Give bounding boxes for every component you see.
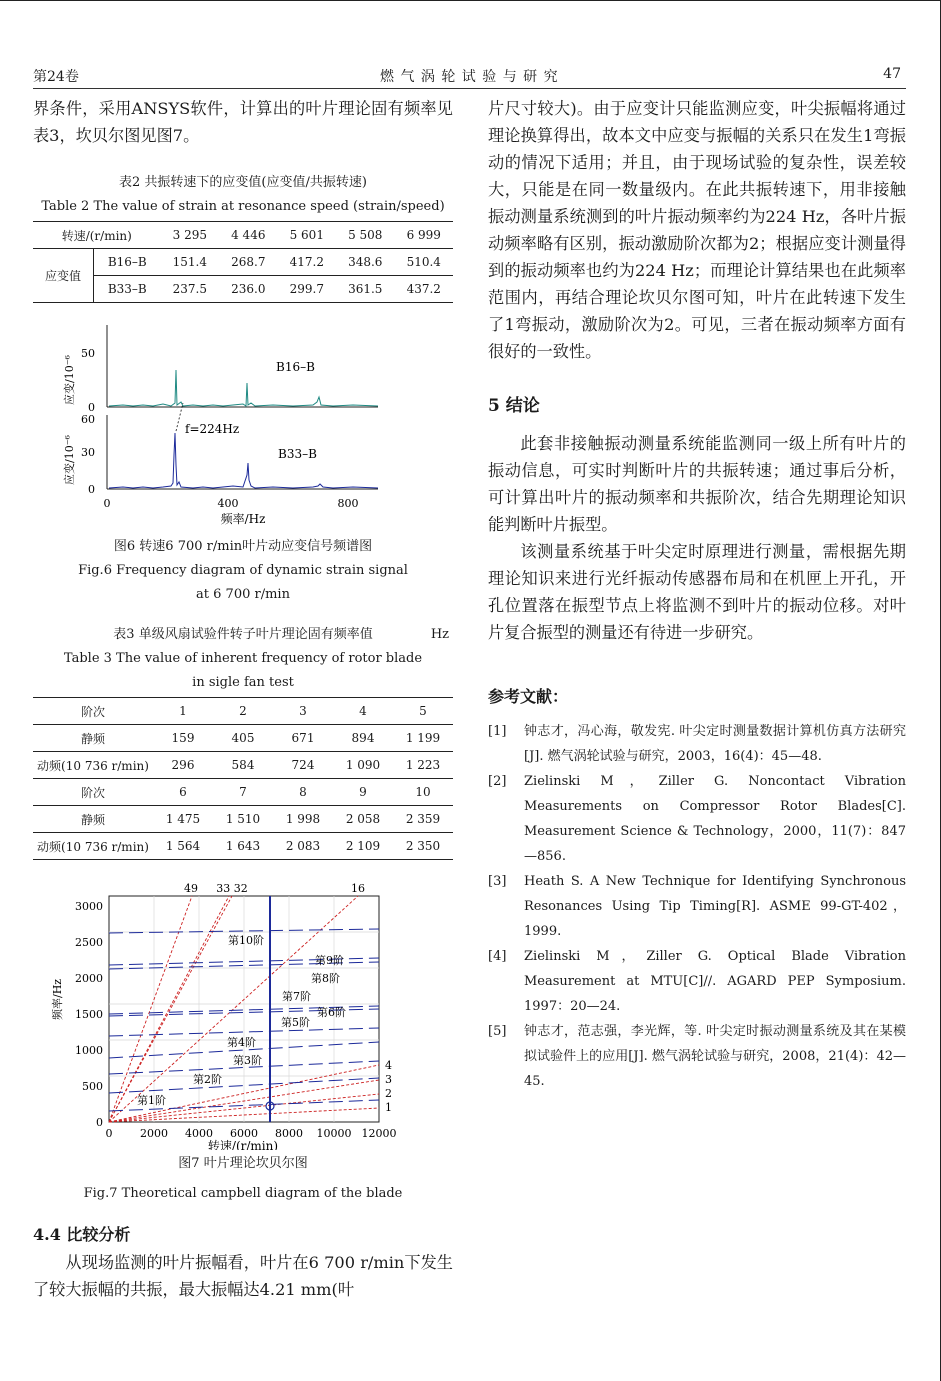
table3-cell: 6 bbox=[179, 785, 187, 799]
table3-cell: 1 643 bbox=[225, 839, 261, 853]
figure6 bbox=[33, 325, 453, 525]
table3-cell: 静频 bbox=[80, 812, 105, 827]
fig6-tick: 30 bbox=[81, 446, 95, 459]
table2-row-name: B33–B bbox=[107, 282, 147, 296]
left-column bbox=[33, 95, 453, 1303]
fig6-caption-en2: at 6 700 r/min bbox=[196, 587, 290, 602]
fig7-mode-label: 第6阶 bbox=[317, 1006, 346, 1019]
table3-grid bbox=[33, 697, 453, 860]
table2-speed: 5 601 bbox=[289, 228, 324, 242]
section-4-4-text: 从现场监测的叶片振幅看，叶片在6 700 r/min下发生了较大振幅的共振，最大振幅达4.21 mm(叶 bbox=[33, 1253, 453, 1299]
table3-cell: 405 bbox=[231, 731, 255, 745]
table3-cell: 2 350 bbox=[405, 839, 441, 853]
fig7-order-label: 4 bbox=[385, 1059, 392, 1072]
table2-cell: 268.7 bbox=[231, 255, 266, 269]
fig7-xtick: 8000 bbox=[275, 1127, 303, 1140]
table2-grid bbox=[33, 221, 453, 303]
fig7-mode-label: 第1阶 bbox=[137, 1094, 166, 1107]
fig7-caption-cn: 图7 叶片理论坎贝尔图 bbox=[178, 1156, 308, 1171]
table3-cell: 1 564 bbox=[165, 839, 201, 853]
table3-cell: 4 bbox=[359, 704, 367, 718]
fig6-spectrum bbox=[33, 325, 453, 525]
table2-caption-en: Table 2 The value of strain at resonance speed (strain/speed) bbox=[41, 199, 445, 214]
fig7-xtick: 2000 bbox=[140, 1127, 168, 1140]
table3-caption-en1: Table 3 The value of inherent frequency of rotor blade bbox=[63, 651, 423, 666]
fig7-mode-label: 第5阶 bbox=[281, 1016, 310, 1029]
page-number: 47 bbox=[883, 66, 901, 82]
fig7-yticks bbox=[75, 900, 103, 1129]
fig7-order-label: 2 bbox=[385, 1087, 392, 1100]
fig6-xtick: 400 bbox=[217, 497, 239, 510]
table3-cell: 9 bbox=[359, 785, 367, 799]
table3-cell: 2 bbox=[239, 704, 247, 718]
fig6-xtick: 0 bbox=[103, 497, 111, 510]
page-border-top bbox=[0, 0, 941, 1]
table3-cell: 2 083 bbox=[285, 839, 321, 853]
reference-item bbox=[488, 769, 906, 869]
table3-cell: 1 223 bbox=[405, 758, 441, 772]
reference-text: 钟志才，冯心海，敬发宪. 叶尖定时测量数据计算机仿真方法研究[J]. 燃气涡轮试验与研究，2003，16(4)：45—48. bbox=[524, 724, 906, 764]
fig6-tick: 0 bbox=[88, 483, 95, 496]
reference-list bbox=[488, 719, 906, 1094]
reference-number: [5] bbox=[488, 1024, 507, 1039]
table2-cell: 299.7 bbox=[289, 282, 324, 296]
fig7-order-label: 1 bbox=[385, 1101, 392, 1114]
table3-cell: 2 058 bbox=[345, 812, 381, 826]
fig6-label-top: B16–B bbox=[276, 360, 315, 374]
table2-speed: 6 999 bbox=[406, 228, 441, 242]
fig7-xtick: 6000 bbox=[230, 1127, 258, 1140]
table2-row-group: 应变值 bbox=[33, 249, 94, 303]
fig7-ytick: 3000 bbox=[75, 900, 103, 913]
fig6-xtick: 800 bbox=[337, 497, 359, 510]
fig7-mode-label: 第7阶 bbox=[282, 990, 311, 1003]
fig7-ytick: 2500 bbox=[75, 936, 103, 949]
fig7-order-label: 49 bbox=[184, 882, 198, 895]
table3-cell: 584 bbox=[231, 758, 255, 772]
fig7-order-label: 16 bbox=[351, 882, 365, 895]
reference-number: [1] bbox=[488, 724, 507, 739]
conclusion-para-2: 该测量系统基于叶尖定时原理进行测量，需根据先期理论知识来进行光纤振动传感器布局和在机匣上开孔，开孔位置落在振型节点上将监测不到叶片的振动位移。对叶片复合振型的测量还有待进一步研究。 bbox=[488, 542, 906, 642]
table3-cell: 静频 bbox=[80, 731, 105, 746]
table2-cell: 510.4 bbox=[406, 255, 441, 269]
reference-number: [4] bbox=[488, 949, 507, 964]
fig7-ytick: 1000 bbox=[75, 1044, 103, 1057]
fig7-mode-label: 第9阶 bbox=[315, 954, 344, 967]
table3-cell: 8 bbox=[299, 785, 307, 799]
fig6-caption-en1: Fig.6 Frequency diagram of dynamic strain signal bbox=[78, 563, 408, 578]
fig7-xtick: 4000 bbox=[185, 1127, 213, 1140]
fig7-ytick: 500 bbox=[82, 1080, 103, 1093]
table3-cell: 7 bbox=[239, 785, 247, 799]
fig6-xlabel: 频率/Hz bbox=[220, 512, 266, 525]
table3-cell: 2 109 bbox=[345, 839, 381, 853]
reference-item bbox=[488, 719, 906, 769]
fig6-tick: 0 bbox=[88, 401, 95, 414]
table2-cell: 417.2 bbox=[289, 255, 324, 269]
table2-cell: 437.2 bbox=[406, 282, 441, 296]
header-rule bbox=[33, 88, 906, 89]
table2-header-label: 转速/(r/min) bbox=[61, 228, 132, 243]
table2-row-name: B16–B bbox=[107, 255, 147, 269]
fig7-xtick: 12000 bbox=[361, 1127, 397, 1140]
section-5-title: 5 结论 bbox=[488, 396, 540, 416]
table3-cell: 5 bbox=[419, 704, 427, 718]
table3-cell: 1 998 bbox=[285, 812, 321, 826]
table2-cell: 236.0 bbox=[231, 282, 266, 296]
table3-cell: 1 510 bbox=[225, 812, 261, 826]
fig7-xlabel: 转速/(r/min) bbox=[207, 1139, 279, 1150]
volume-label: 第24卷 bbox=[33, 69, 79, 85]
table3-cell: 1 bbox=[179, 704, 187, 718]
reference-text: Heath S. A New Technique for Identifying Synchronous Resonances Using Tip Timing[R]. ASME 99-GT-402，1999. bbox=[524, 874, 906, 939]
journal-name: 燃 气 涡 轮 试 验 与 研 究 bbox=[380, 69, 559, 85]
fig6-ylabel-top: 应变/10⁻⁶ bbox=[63, 355, 76, 405]
table2-cell: 151.4 bbox=[172, 255, 207, 269]
table3-cell: 10 bbox=[415, 785, 431, 799]
table3-cell: 阶次 bbox=[80, 704, 105, 719]
table2-caption-cn: 表2 共振转速下的应变值(应变值/共振转速) bbox=[119, 175, 367, 190]
fig6-bottom-series bbox=[109, 433, 378, 488]
reference-number: [3] bbox=[488, 874, 507, 889]
conclusion-para-1: 此套非接触振动测量系统能监测同一级上所有叶片的振动信息，可实时判断叶片的共振转速；通过事后分析，可计算出叶片的振动频率和共振阶次，结合先期理论知识能判断叶片振型。 bbox=[488, 434, 906, 534]
reference-item bbox=[488, 944, 906, 1019]
table2-speed: 5 508 bbox=[348, 228, 383, 242]
fig7-mode-label: 第2阶 bbox=[193, 1073, 222, 1086]
table3-cell: 159 bbox=[171, 731, 195, 745]
table3-cell: 724 bbox=[291, 758, 315, 772]
table3-caption-en2: in sigle fan test bbox=[192, 675, 294, 690]
table3-caption-cn: 表3 单级风扇试验件转子叶片理论固有频率值 bbox=[113, 627, 373, 642]
reference-text: Zielinski M，Ziller G. Optical Blade Vibration Measurement at MTU[C]//. AGARD PEP Symposium. 1997：20—24. bbox=[524, 949, 906, 1014]
table3-cell: 阶次 bbox=[80, 785, 105, 800]
section-4-4-title: 4.4 比较分析 bbox=[33, 1225, 131, 1244]
intro-paragraph: 界条件，采用ANSYS软件，计算出的叶片理论固有频率见表3，坎贝尔图见图7。 bbox=[33, 99, 453, 145]
table3-cell: 296 bbox=[171, 758, 195, 772]
table3-cell: 671 bbox=[291, 731, 315, 745]
fig6-tick: 60 bbox=[81, 413, 95, 426]
fig7-order-label: 33 32 bbox=[216, 882, 248, 895]
fig7-caption-en: Fig.7 Theoretical campbell diagram of the blade bbox=[83, 1186, 403, 1201]
fig7-mode-label: 第8阶 bbox=[311, 972, 340, 985]
reference-number: [2] bbox=[488, 774, 507, 789]
fig7-campbell bbox=[33, 880, 453, 1150]
table3-cell: 1 199 bbox=[405, 731, 441, 745]
table3-cell: 1 475 bbox=[165, 812, 201, 826]
reference-text: Zielinski M，Ziller G. Noncontact Vibration Measurements on Compressor Rotor Blades[C]. Measurement Science & Technology，2000，11(7)：847—856. bbox=[524, 774, 906, 864]
reference-item bbox=[488, 869, 906, 944]
reference-item bbox=[488, 1019, 906, 1094]
fig7-ytick: 0 bbox=[96, 1116, 103, 1129]
table2-cell: 348.6 bbox=[348, 255, 383, 269]
table2-speed: 4 446 bbox=[231, 228, 266, 242]
fig7-ylabel: 频率/Hz bbox=[51, 978, 64, 1020]
para-comparison: 片尺寸较大)。由于应变计只能监测应变，叶尖振幅将通过理论换算得出，故本文中应变与振幅的关系只在发生1弯振动的情况下适用；并且，由于现场试验的复杂性，误差较大，只能是在同一数量级内。在此共振转速下，用非接触振动测量系统测到的叶片振动频率约为224 Hz，各叶片振动频率略有区别，振动激励阶次都为2；根据应变计测量得到的振动频率也约为224 Hz；而理论计算结果也在此频率范围内，再结合理论坎贝尔图可知，叶片在此转速下发生了1弯振动，激励阶次为2。可见，三者在振动频率方面有很好的一致性。 bbox=[488, 99, 906, 361]
fig7-mode-label: 第4阶 bbox=[227, 1036, 256, 1049]
table2-speed: 3 295 bbox=[172, 228, 207, 242]
fig6-label-bottom: B33–B bbox=[278, 447, 317, 461]
fig6-tick: 50 bbox=[81, 347, 95, 360]
table3-unit: Hz bbox=[430, 627, 449, 642]
fig7-mode-label: 第3阶 bbox=[233, 1054, 262, 1067]
references-title: 参考文献： bbox=[488, 687, 569, 706]
fig6-caption-cn: 图6 转速6 700 r/min叶片动应变信号频谱图 bbox=[113, 539, 373, 554]
fig7-mode-label: 第10阶 bbox=[228, 934, 264, 947]
table3-cell: 3 bbox=[299, 704, 307, 718]
reference-text: 钟志才，范志强，李光辉，等. 叶尖定时振动测量系统及其在某模拟试验件上的应用[J]. 燃气涡轮试验与研究，2008，21(4)：42—45. bbox=[524, 1024, 906, 1089]
table3-cell: 2 359 bbox=[405, 812, 441, 826]
table3 bbox=[33, 623, 453, 860]
fig7-xtick: 0 bbox=[105, 1127, 113, 1140]
figure7 bbox=[33, 880, 453, 1150]
table2 bbox=[33, 171, 453, 303]
table2-cell: 237.5 bbox=[172, 282, 207, 296]
fig7-ytick: 1500 bbox=[75, 1008, 103, 1021]
fig6-annotation: f=224Hz bbox=[185, 422, 240, 436]
fig7-order-label: 3 bbox=[385, 1073, 392, 1086]
right-column bbox=[488, 95, 906, 1094]
fig6-ylabel-bottom: 应变/10⁻⁶ bbox=[63, 435, 76, 485]
fig6-top-series bbox=[109, 370, 378, 406]
table3-cell: 894 bbox=[351, 731, 375, 745]
table3-cell: 1 090 bbox=[345, 758, 381, 772]
table3-cell: 动频(10 736 r/min) bbox=[37, 758, 149, 773]
table3-cell: 动频(10 736 r/min) bbox=[37, 839, 149, 854]
fig7-ytick: 2000 bbox=[75, 972, 103, 985]
fig7-xtick: 10000 bbox=[316, 1127, 352, 1140]
table2-cell: 361.5 bbox=[348, 282, 383, 296]
